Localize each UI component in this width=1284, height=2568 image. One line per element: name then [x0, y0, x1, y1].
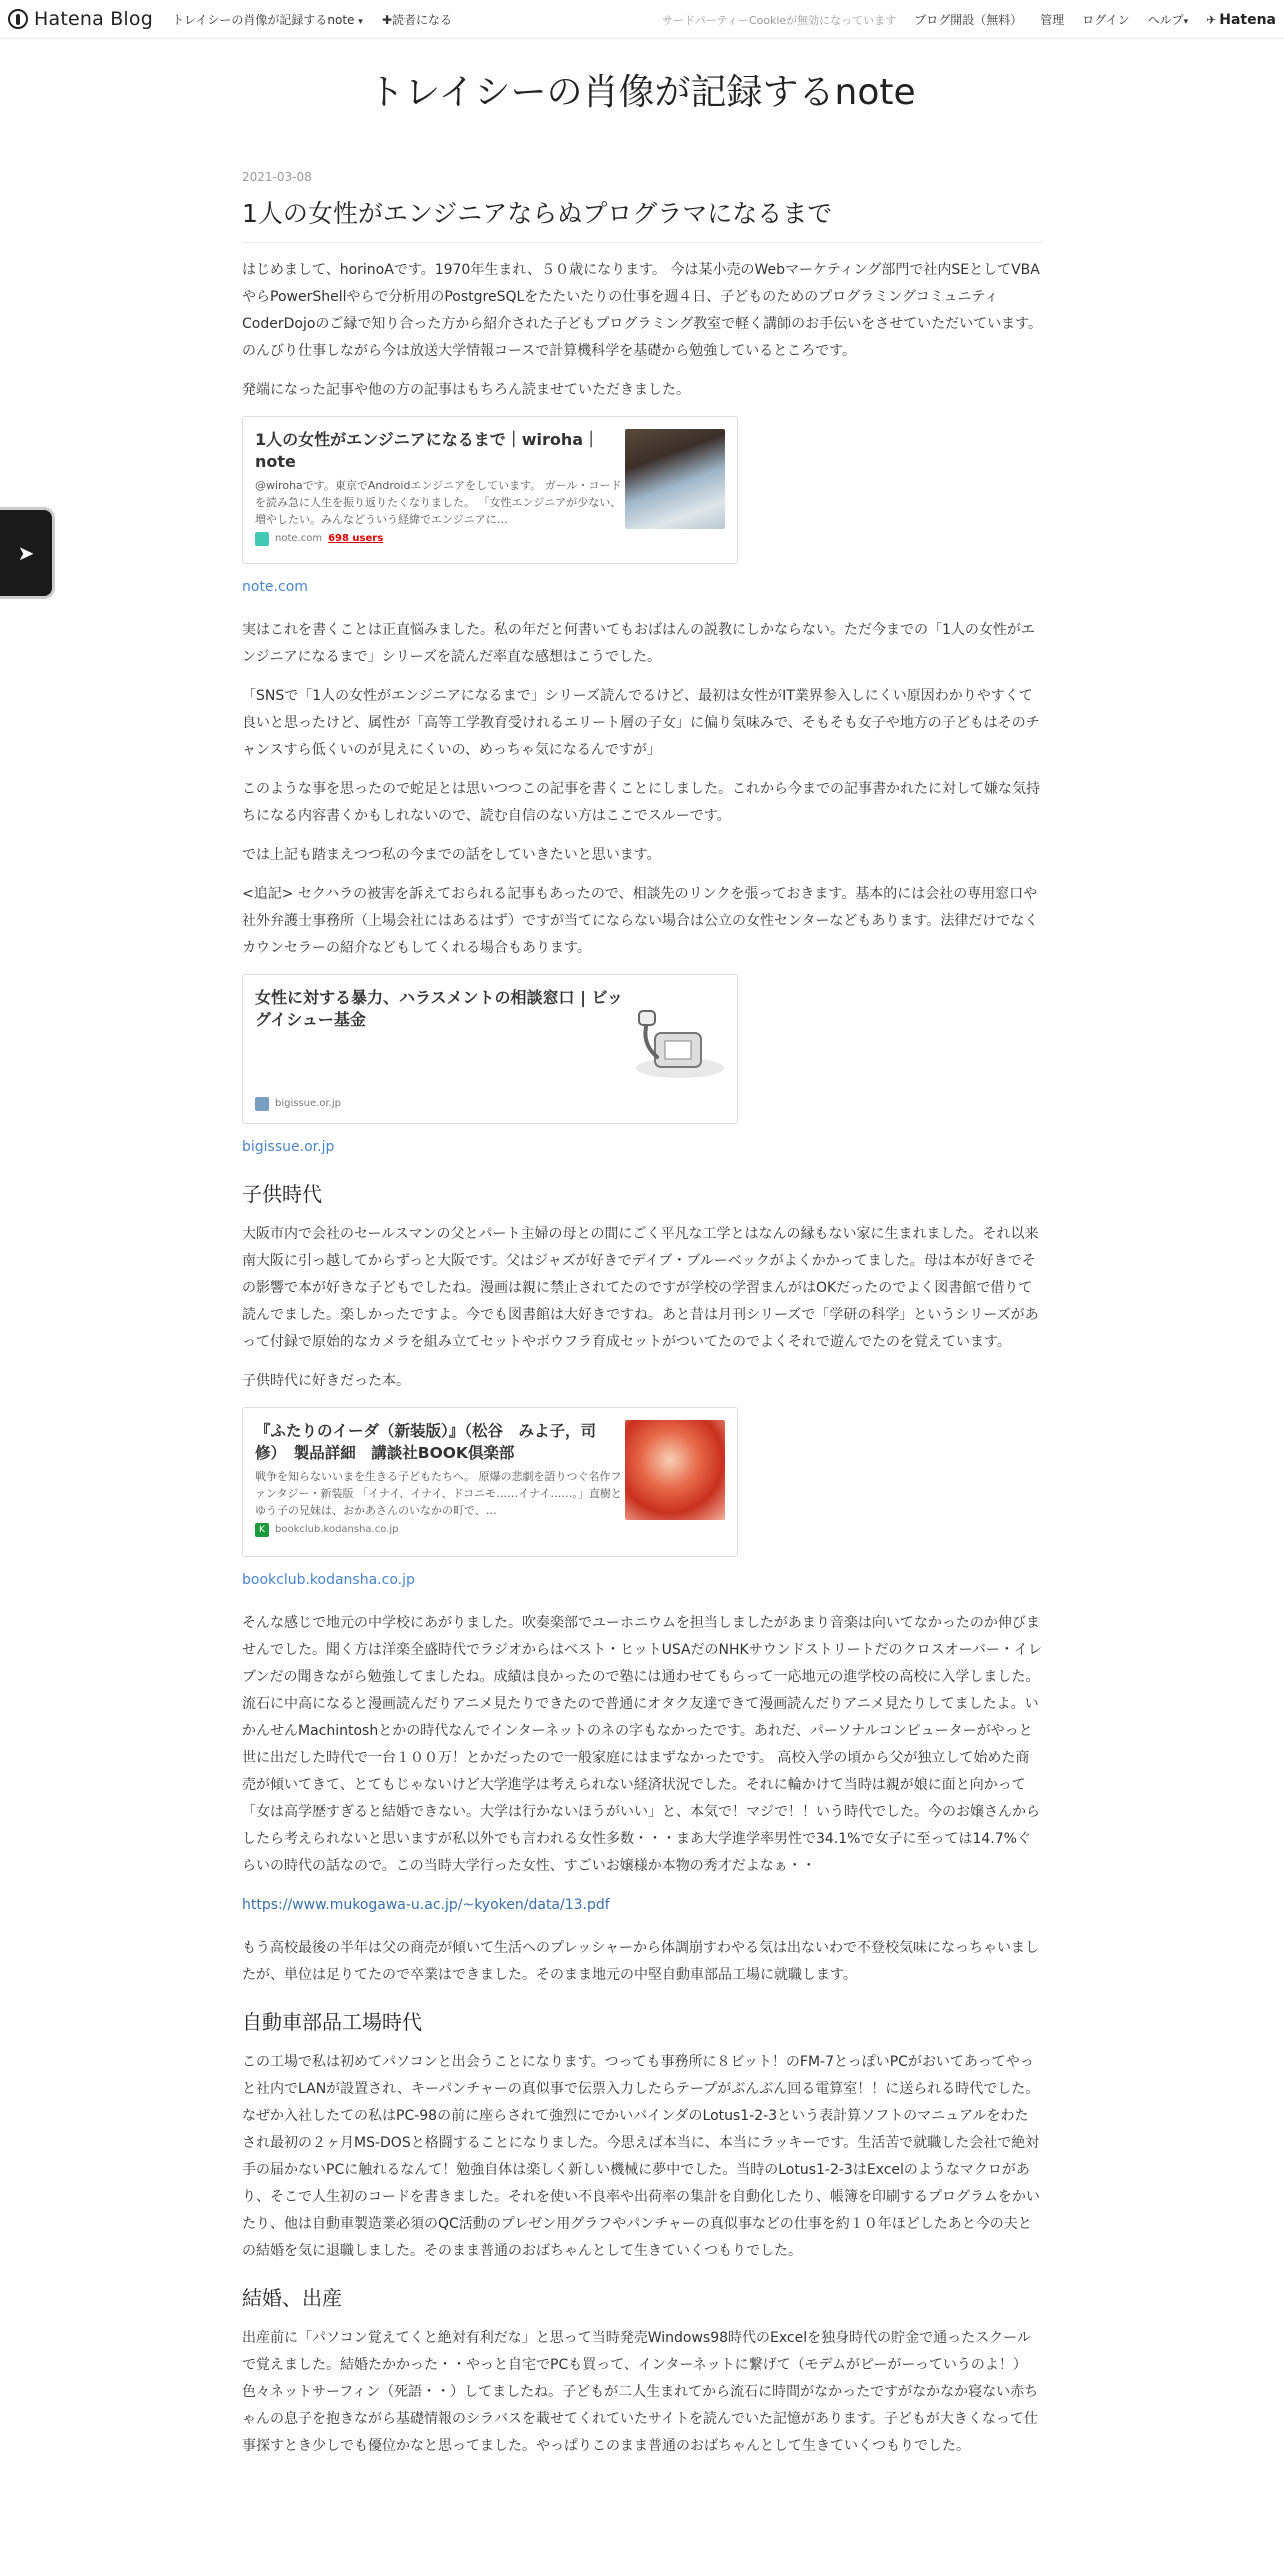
global-header [0, 0, 1284, 39]
card-site: note.com [275, 533, 323, 544]
help-caret-icon: ▾ [1183, 17, 1189, 27]
entry-date[interactable]: 2021-03-08 [242, 170, 312, 184]
paragraph: この工場で私は初めてパソコンと出会うことになります。つっても事務所に８ビット！のFM-7とっぽいPCがおいてあってやっと社内でLANが設置され、キーパンチャーの真似事で伝票入力したらテープがぶんぶん回る電算室！！に送られる時代でした。なぜか入社したての私はPC-98の前に座らされて強烈にでかいバインダのLotus1-2-3という表計算ソフトのマニュアルをわたされ最初の２ヶ月MS-DOSと格闘することになりました。今思えば本当に、本当にラッキーです。生活苦で就職した会社で絶対手の届かないPCに触れるなんて！勉強自体は楽しく新しい機械に夢中でした。当時のLotus1-2-3はExcelのようなマクロがあり、そこで人生初のコードを書きました。それを使い不良率や出荷率の集計を自動化したり、帳簿を印刷するプログラムをかいたり、他は自動車製造業必須のQC活動のプレゼン用グラフやパンチャーの真似事などの仕事を約１０年ほどしたあと今の夫との結婚を気に退職しました。そのまま普通のおばちゃんとして生きていくつもりでした。 [242, 2054, 1040, 2259]
phone-illustration-icon [625, 993, 725, 1093]
entry-title[interactable]: 1人の女性がエンジニアならぬプログラマになるまで [242, 194, 1042, 243]
card-thumbnail-image [625, 1420, 725, 1520]
paragraph: このような事を思ったので蛇足とは思いつつこの記事を書くことにしました。これから今までの記事書かれたに対して嫌な気持ちになる内容書くかもしれないので、読む自信のない方はここでスルーです。 [242, 781, 1040, 824]
paragraph-intro: はじめまして、horinoAです。1970年生まれ、５０歳になります。 今は某小売のWebマーケティング部門で社内SEとしてVBAやらPowerShellやらで分析用のPostgreSQLをたたいたりの仕事を週４日、子どものためのプログラミングコミュニティCoderDojoのご縁で知り合った方から紹介された子どもプログラミング教室で軽く講師のお手伝いをさせていただいています。のんびり仕事しながら今は放送大学情報コースで計算機科学を基礎から勉強しているところです。 [242, 262, 1042, 359]
hatena-home-link[interactable] [1206, 12, 1276, 28]
kodansha-favicon-icon: K [255, 1523, 269, 1537]
section-heading-childhood: 子供時代 [242, 1182, 322, 1206]
paragraph: 出産前に「パソコン覚えてくと絶対有利だな」と思って当時発売Windows98時代のExcelを独身時代の貯金で通ったスクールで覚えました。結婚たかかった・・やっと自宅でPCも買って、インターネットに繋げて（モデムがピーがーっていうのよ！）色々ネットサーフィン（死語・・）してましたね。子どもが二人生まれてから流石に時間がなかったですがなかなか寝ない赤ちゃんの息子を抱きながら基礎情報のシラバスを載せてくれていたサイトを読んでいた記憶があります。子どもが大きくなって仕事探すとき少しでも優位かなと思ってました。やっぱりこのまま普通のおばちゃんとして生きていくつもりでした。 [242, 2330, 1039, 2454]
paragraph: そんな感じで地元の中学校にあがりました。吹奏楽部でユーホニウムを担当しましたがあまり音楽は向いてなかったのか伸びませんでした。聞く方は洋楽全盛時代でラジオからはベスト・ヒットUSAだのNHKサウンドストリートだのクロスオーバー・イレブンだの聞きながら勉強してましたね。成績は良かったので塾には通わせてもらって一応地元の進学校の高校に入学しました。流石に中高になると漫画読んだりアニメ見たりできたので普通にオタク友達できて漫画読んだりアニメ見たりしてましたよ。いかんせんMachintoshとかの時代なんでインターネットのネの字もなかったです。あれだ、パーソナルコンピューターがやっと世に出だした時代で一台１００万！とかだったので一般家庭にはまずなかったです。 高校入学の頃から父が独立して始めた商売が傾いてきて、とてもじゃないけど大学進学は考えられない経済状況でした。それに輪かけて当時は親が娘に面と向かって「女は高学歴すぎると結婚できない。大学は行かないほうがいい」と、本気で！マジで！！いう時代でした。今のお嬢さんからしたら考えられないと思いますが私以外でも言われる女性多数・・・まあ大学進学率男性で34.1%で女子に至っては14.7%ぐらいの時代の話なので。この当時大学行った女性、すごいお嬢様か本物の秀才だよなぁ・・ [242, 1615, 1042, 1874]
card-thumbnail-image [625, 429, 725, 529]
card-title: 女性に対する暴力、ハラスメントの相談窓口 | ビッグイシュー基金 [255, 988, 623, 1029]
paragraph: 発端になった記事や他の方の記事はもちろん読ませていただきました。 [242, 382, 690, 398]
help-label: ヘルプ [1147, 13, 1184, 27]
bookmark-users-badge[interactable]: 698 users [328, 533, 384, 544]
hatena-blog-logo[interactable] [8, 8, 153, 30]
admin-link[interactable]: 管理 [1040, 13, 1065, 27]
pdf-link[interactable]: https://www.mukogawa-u.ac.jp/~kyoken/data/13.pdf [242, 1897, 610, 1913]
card-source [255, 532, 725, 546]
paragraph: 実はこれを書くことは正直悩みました。私の年だと何書いてもおばはんの説教にしかならない。ただ今までの「1人の女性がエンジニアになるまで」シリーズを読んだ率直な感想はこうでした。 [242, 622, 1035, 665]
hatena-label: Hatena [1219, 11, 1276, 28]
paragraph: <追記> セクハラの被害を訴えておられる記事もあったので、相談先のリンクを張っておきます。基本的には会社の専用窓口や社外弁護士事務所（上場会社にはあるはず）ですが当てにならない場合は公立の女性センターなどもあります。法律だけでなくカウンセラーの紹介などもしてくれる場合もあります。 [242, 886, 1039, 956]
header-right-menu [662, 11, 1276, 28]
hatena-wing-icon: ✈ [1206, 12, 1217, 27]
paragraph: 大阪市内で会社のセールスマンの父とパート主婦の母との間にごく平凡な工学とはなんの縁もない家に生まれました。それ以来南大阪に引っ越してからずっと大阪です。父はジャズが好きでデイブ・ブルーベックがよくかかってました。母は本が好きでその影響で本が好きな子どもでしたね。漫画は親に禁止されてたのですが学校の学習まんがはOKだったのでよく図書館で借りて読んでました。楽しかったですよ。今でも図書館は大好きですね。あと昔は月刊シリーズで「学研の科学」というシリーズがあって付録で原始的なカメラを組み立てセットやボウフラ育成セットがついてたのでよくそれで遊んでたのを覚えています。 [242, 1226, 1039, 1350]
paragraph: 「SNSで「1人の女性がエンジニアになるまで」シリーズ読んでるけど、最初は女性がIT業界参入しにくい原因わかりやすくて良いと思ったけど、属性が「高等工学教育受けれるエリート層の子女」に偏り気味みで、そもそも女子や地方の子どもはそのチャンスすら低くいのが見えにくいの、めっちゃ気になるんですが」 [242, 688, 1040, 758]
paragraph: では上記も踏まえつつ私の今までの話をしていきたいと思います。 [242, 847, 661, 863]
cookie-notice[interactable]: サードパーティーCookieが無効になっています [661, 13, 897, 27]
dropdown-caret-icon: ▾ [358, 17, 363, 27]
card-description: @wirohaです。東京でAndroidエンジニアをしています。 ガール・コードを読み急に人生を振り返りたくなりました。 「女性エンジニアが少ない、増やしたい。みんなどういう経緯でエンジニアに… [255, 479, 622, 526]
logo-text: Hatena Blog [34, 8, 153, 30]
paragraph: 子供時代に好きだった本。 [242, 1373, 410, 1389]
subscribe-button[interactable] [382, 11, 452, 28]
source-link[interactable]: bigissue.or.jp [242, 1139, 335, 1155]
source-link[interactable]: bookclub.kodansha.co.jp [242, 1572, 415, 1588]
bigissue-favicon-icon [255, 1097, 269, 1111]
paragraph: もう高校最後の半年は父の商売が傾いて生活へのプレッシャーから体調崩すわやる気は出ないわで不登校気味になっちゃいましたが、単位は足りてたので卒業はできました。そのまま地元の中堅自動車部品工場に就職します。 [242, 1940, 1040, 1983]
share-toggle-button[interactable] [0, 510, 52, 596]
embed-card-kodansha[interactable] [242, 1407, 738, 1557]
source-link[interactable]: note.com [242, 579, 308, 595]
help-menu[interactable] [1148, 11, 1189, 28]
card-site: bookclub.kodansha.co.jp [275, 1524, 399, 1535]
subscribe-label: ✚読者になる [382, 13, 453, 27]
open-blog-link[interactable]: ブログ開設（無料） [914, 13, 1023, 27]
card-site: bigissue.or.jp [275, 1098, 341, 1109]
embed-card-bigissue[interactable] [242, 974, 738, 1124]
section-heading-marriage: 結婚、出産 [242, 2286, 342, 2310]
blog-title[interactable]: トレイシーの肖像が記録するnote [368, 72, 916, 113]
share-arrow-icon: ➤ [17, 541, 35, 565]
card-source [255, 1523, 725, 1537]
header-blog-name-text: トレイシーの肖像が記録するnote [172, 13, 355, 27]
card-description: 戦争を知らないいまを生きる子どもたちへ。 原爆の悲劇を語りつぐ名作ファンタジー・新装版 「イナイ、イナイ、ドコニモ……イナイ……。」直樹とゆう子の兄妹は、おかあさんのいなかの町で、… [255, 1470, 622, 1517]
login-link[interactable]: ログイン [1082, 13, 1130, 27]
header-blog-name[interactable] [172, 11, 363, 28]
embed-card-note[interactable] [242, 416, 738, 564]
note-favicon-icon [255, 532, 269, 546]
hatena-logo-icon [8, 9, 28, 29]
card-title: 『ふたりのイーダ（新装版）』（松谷 みよ子，司 修） 製品詳細 講談社BOOK倶楽部 [255, 1422, 612, 1462]
card-source [255, 1097, 341, 1111]
entry-content [242, 168, 1042, 2472]
card-title: 1人の女性がエンジニアになるまで｜wiroha｜note [255, 430, 600, 471]
section-heading-factory: 自動車部品工場時代 [242, 2010, 422, 2034]
